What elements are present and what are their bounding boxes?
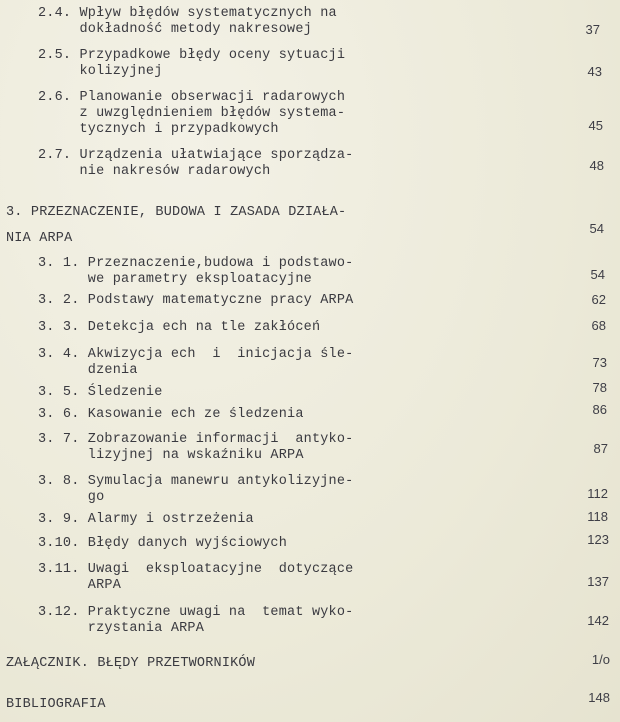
page-number: 112 (587, 486, 608, 501)
toc-entry-3-3: 3. 3. Detekcja ech na tle zakłóceń (38, 320, 321, 335)
toc-entry-3-5: 3. 5. Śledzenie (38, 385, 163, 400)
toc-entry-3-11: 3.11. Uwagi eksploatacyjne dotyczące ARPA (38, 562, 354, 593)
toc-entry-3-2: 3. 2. Podstawy matematyczne pracy ARPA (38, 293, 354, 308)
page-number: 62 (591, 292, 606, 307)
page-number: 142 (587, 613, 609, 628)
toc-bibliography: BIBLIOGRAFIA (6, 697, 106, 712)
page-number: 78 (592, 380, 607, 395)
toc-entry-2-5: 2.5. Przypadkowe błędy oceny sytuacji kolizyjnej (38, 48, 346, 79)
page-number: 48 (589, 158, 604, 173)
toc-entry-3-7: 3. 7. Zobrazowanie informacji antyko- lizyjnej na wskaźniku ARPA (38, 432, 354, 463)
toc-entry-3-4: 3. 4. Akwizycja ech i inicjacja śle- dzenia (38, 347, 354, 378)
toc-entry-3-8: 3. 8. Symulacja manewru antykolizyjne- go (38, 474, 354, 505)
toc-appendix: ZAŁĄCZNIK. BŁĘDY PRZETWORNIKÓW (6, 656, 256, 671)
toc-entry-2-7: 2.7. Urządzenia ułatwiające sporządza- nie nakresów radarowych (38, 148, 354, 179)
toc-chapter-3-cont: NIA ARPA (6, 231, 73, 246)
page-number: 37 (585, 22, 600, 37)
toc-entry-3-1: 3. 1. Przeznaczenie,budowa i podstawo- we parametry eksploatacyjne (38, 256, 354, 287)
toc-entry-3-10: 3.10. Błędy danych wyjściowych (38, 536, 288, 551)
toc-chapter-3: 3. PRZEZNACZENIE, BUDOWA I ZASADA DZIAŁA- (6, 205, 347, 220)
page-number: 86 (592, 402, 607, 417)
page-number: 73 (592, 355, 607, 370)
page-number: 87 (593, 441, 608, 456)
toc-entry-3-6: 3. 6. Kasowanie ech ze śledzenia (38, 407, 304, 422)
page-number: 118 (587, 509, 608, 524)
page-number: 43 (587, 64, 602, 79)
page-number: 148 (588, 690, 610, 705)
page-number: 1/o (591, 652, 610, 667)
page-number: 137 (587, 574, 609, 589)
toc-entry-2-6: 2.6. Planowanie obserwacji radarowych z uwzględnieniem błędów systema- tycznych i przypadkowych (38, 90, 346, 137)
page-number: 54 (590, 267, 605, 282)
page-number: 68 (591, 318, 606, 333)
page-number: 45 (588, 118, 603, 133)
page-number: 123 (587, 532, 609, 547)
toc-entry-3-12: 3.12. Praktyczne uwagi na temat wyko- rzystania ARPA (38, 605, 354, 636)
page-number: 54 (589, 221, 604, 236)
toc-entry-2-4: 2.4. Wpływ błędów systematycznych na dokładność metody nakresowej (38, 6, 337, 37)
toc-entry-3-9: 3. 9. Alarmy i ostrzeżenia (38, 512, 254, 527)
